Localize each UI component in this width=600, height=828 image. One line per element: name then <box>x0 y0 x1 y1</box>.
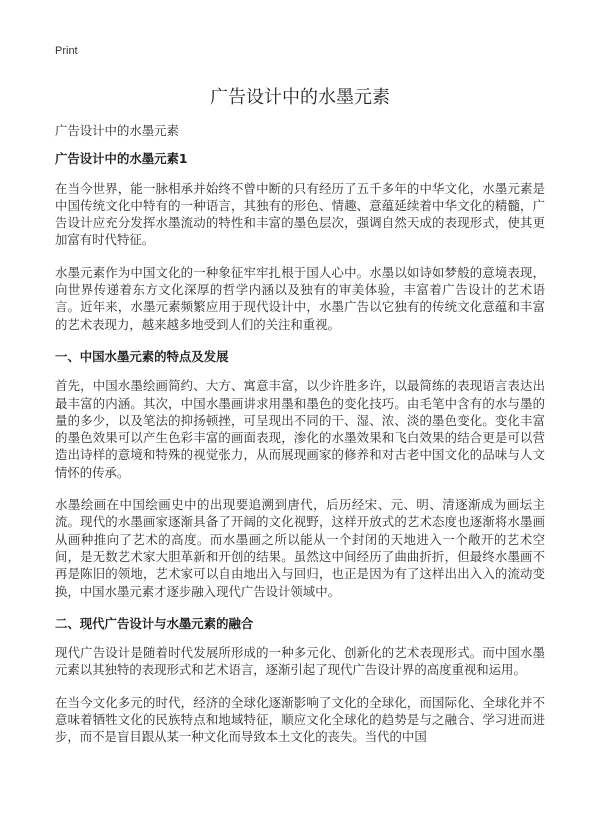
section-heading: 二、现代广告设计与水墨元素的融合 <box>55 615 254 631</box>
document-title: 广告设计中的水墨元素 <box>210 87 390 108</box>
paragraph: 在当今世界，能一脉相承并始终不曾中断的只有经历了五千多年的中华文化，水墨元素是中国传统文化中特有的一种语言，其独有的形色、情趣、意蕴延续着中华文化的精髓，广告设计应充分发挥水墨流动的特性和丰富的墨色层次，强调自然天成的表现形式，使其更加富有时代特征。 <box>55 180 545 248</box>
document-body <box>55 122 545 761</box>
section-3 <box>55 615 545 746</box>
section-2 <box>55 348 545 600</box>
paragraph: 现代广告设计是随着时代发展所形成的一种多元化、创新化的艺术表现形式。而中国水墨元素以其独特的表现形式和艺术语言，逐渐引起了现代广告设计界的高度重视和运用。 <box>55 645 545 678</box>
section-1 <box>55 150 545 333</box>
paragraph: 水墨绘画在中国绘画史中的出现要追溯到唐代，后历经宋、元、明、清逐渐成为画坛主流。现代的水墨画家逐渐具备了开阔的文化视野，这样开放式的艺术态度也逐渐将水墨画从画种推向了艺术的高度。而水墨画之所以能从一个封闭的天地进入一个敞开的艺术空间，是无数艺术家大胆革新和开创的结果。虽然这中间经历了曲曲折折，但最终水墨画不再是陈旧的领地，艺术家可以自由地出入与回归，也正是因为有了这样出出入入的流动变换，中国水墨元素才逐步融入现代广告设计领域中。 <box>55 497 545 599</box>
paragraph: 水墨元素作为中国文化的一种象征牢牢扎根于国人心中。水墨以如诗如梦般的意境表现，向世界传递着东方文化深厚的哲学内涵以及独有的审美体验，丰富着广告设计的艺术语言。近年来，水墨元素频繁应用于现代设计中，水墨广告以它独有的传统文化意蕴和丰富的艺术表现力，越来越多地受到人们的关注和重视。 <box>55 264 545 332</box>
print-label: Print <box>55 45 78 57</box>
section-heading: 一、中国水墨元素的特点及发展 <box>55 348 229 364</box>
paragraph: 首先，中国水墨绘画简约、大方、寓意丰富，以少许胜多许，以最简练的表现语言表达出最丰富的内涵。其次，中国水墨画讲求用墨和墨色的变化技巧。由毛笔中含有的水与墨的量的多少，以及笔法的抑扬顿挫，可呈现出不同的干、湿、浓、淡的墨色变化。变化丰富的墨色效果可以产生色彩丰富的画面表现，渗化的水墨效果和飞白效果的结合更是可以营造出诗样的意境和特殊的视觉张力，从而展现画家的修养和对古老中国文化的品味与人文情怀的传承。 <box>55 378 545 480</box>
section-heading: 广告设计中的水墨元素1 <box>55 151 188 167</box>
paragraph: 在当今文化多元的时代，经济的全球化逐渐影响了文化的全球化，而国际化、全球化并不意味着牺牲文化的民族特点和地域特征，顺应文化全球化的趋势是与之融合、学习进而进步，而不是盲目跟从某一种文化而导致本土文化的丧失。当代的中国 <box>55 694 545 745</box>
document-subtitle: 广告设计中的水墨元素 <box>55 123 179 138</box>
